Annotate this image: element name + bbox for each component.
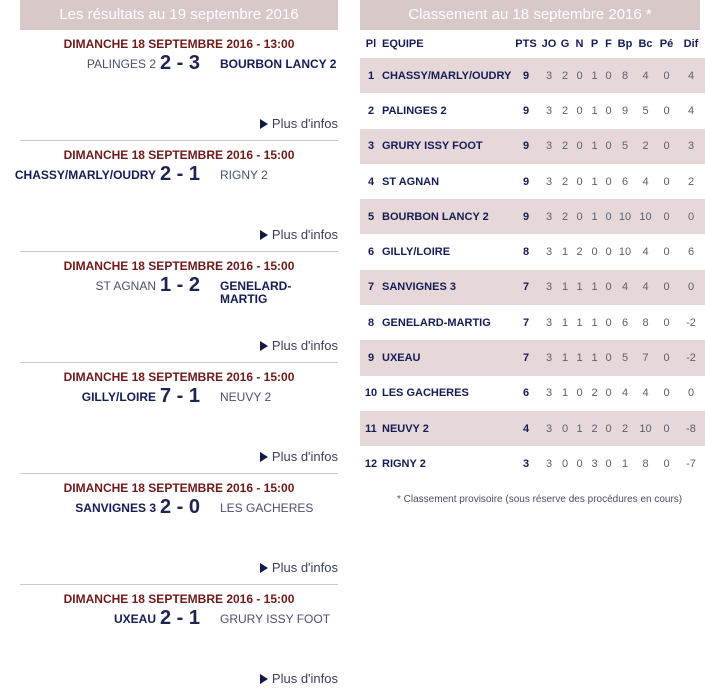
stat-cell: 7 — [360, 270, 382, 305]
standings-row — [360, 305, 705, 340]
stat-cell: 0 — [605, 175, 612, 188]
stat-cell: 9 — [512, 129, 540, 164]
stat-cell: 2 — [367, 104, 375, 117]
stat-cell: 9 — [621, 104, 629, 117]
match-date: DIMANCHE 18 SEPTEMBRE 2016 - 13:00 — [63, 37, 295, 51]
team-name: GRURY ISSY FOOT — [382, 129, 512, 164]
stat-cell: 2 — [558, 58, 572, 93]
match-date: DIMANCHE 18 SEPTEMBRE 2016 - 15:00 — [63, 592, 295, 606]
column-header: Pl — [365, 38, 377, 50]
stat-cell: 0 — [687, 387, 695, 400]
match-block — [20, 252, 338, 363]
more-info-link[interactable] — [260, 449, 338, 464]
stat-cell: 0 — [602, 411, 615, 446]
stat-cell: 4 — [642, 175, 649, 188]
team-name: BOURBON LANCY 2 — [382, 199, 512, 234]
standings-panel — [360, 0, 700, 662]
stat-cell: 0 — [656, 58, 677, 93]
more-info-link[interactable] — [260, 671, 338, 686]
team-name: GILLY/LOIRE — [382, 246, 451, 259]
team-name: PALINGES 2 — [382, 104, 447, 117]
stat-cell: 1 — [558, 270, 572, 305]
stat-cell: 9 — [522, 175, 530, 188]
match-score: 2 - 1 — [159, 163, 201, 185]
stat-cell: 2 — [635, 129, 656, 164]
stat-cell: 1 — [572, 270, 587, 305]
standings-row — [360, 129, 705, 164]
stat-cell: 0 — [663, 457, 670, 470]
stat-cell: 0 — [602, 270, 615, 305]
stat-cell: 9 — [512, 58, 540, 93]
stat-cell: 5 — [615, 340, 635, 375]
stat-cell: 1 — [561, 246, 569, 259]
stat-cell: 5 — [642, 104, 649, 117]
stat-cell: 0 — [602, 340, 615, 375]
stat-cell: 0 — [558, 411, 572, 446]
stat-cell: 10 — [364, 387, 378, 400]
stat-cell: 6 — [367, 246, 375, 259]
stat-cell: 6 — [621, 175, 629, 188]
stat-cell: 1 — [587, 270, 602, 305]
stat-cell: -2 — [686, 316, 696, 329]
away-team: GRURY ISSY FOOT — [220, 612, 331, 626]
match-block — [20, 363, 338, 474]
stat-cell: 7 — [522, 316, 530, 329]
stat-cell: 10 — [615, 199, 635, 234]
play-arrow-icon — [260, 341, 268, 351]
standings-row — [360, 376, 705, 411]
more-info-link[interactable] — [260, 338, 338, 353]
stat-cell: 0 — [561, 457, 569, 470]
match-date: DIMANCHE 18 SEPTEMBRE 2016 - 15:00 — [63, 481, 295, 495]
stat-cell: 2 — [591, 387, 598, 400]
stat-cell: 3 — [545, 387, 553, 400]
stat-cell: 2 — [615, 411, 635, 446]
column-header: G — [560, 38, 570, 50]
stat-cell: 5 — [615, 129, 635, 164]
stat-cell: 0 — [663, 175, 670, 188]
stat-cell: 10 — [635, 411, 656, 446]
team-name: SANVIGNES 3 — [382, 270, 512, 305]
stat-cell: -8 — [677, 411, 705, 446]
stat-cell: 4 — [687, 104, 695, 117]
results-header: Les résultats au 19 septembre 2016 — [20, 0, 338, 30]
match-score: 2 - 0 — [159, 496, 201, 518]
stat-cell: 1 — [621, 457, 629, 470]
stat-cell: 7 — [512, 270, 540, 305]
standings-header: Classement au 18 septembre 2016 * — [360, 0, 700, 30]
stat-cell: 3 — [591, 457, 598, 470]
more-info-label: Plus d'infos — [271, 671, 338, 686]
stat-cell: 3 — [545, 175, 553, 188]
match-score: 2 - 3 — [159, 52, 201, 74]
match-score: 7 - 1 — [159, 385, 201, 407]
team-name: ST AGNAN — [382, 175, 440, 188]
home-team: CHASSY/MARLY/OUDRY — [14, 168, 156, 182]
stat-cell: -2 — [677, 340, 705, 375]
stat-cell: 0 — [663, 246, 670, 259]
stat-cell: 8 — [522, 246, 530, 259]
stat-cell: 3 — [545, 316, 553, 329]
stat-cell: 4 — [635, 58, 656, 93]
column-header: P — [590, 38, 599, 50]
standings-row — [360, 58, 705, 93]
match-date: DIMANCHE 18 SEPTEMBRE 2016 - 15:00 — [63, 148, 295, 162]
stat-cell: 1 — [576, 316, 583, 329]
stat-cell: 0 — [656, 129, 677, 164]
stat-cell: 3 — [540, 199, 558, 234]
match-score: 2 - 1 — [159, 607, 201, 629]
column-header: Bc — [638, 38, 653, 50]
play-arrow-icon — [260, 563, 268, 573]
column-header: EQUIPE — [382, 38, 424, 50]
more-info-label: Plus d'infos — [271, 560, 338, 575]
stat-cell: 3 — [540, 58, 558, 93]
standings-row — [360, 411, 705, 446]
standings-header-row — [360, 30, 705, 58]
standings-row — [360, 340, 705, 375]
stat-cell: 2 — [561, 175, 569, 188]
column-header: F — [605, 38, 612, 50]
stat-cell: 0 — [656, 270, 677, 305]
stat-cell: 0 — [663, 316, 670, 329]
stat-cell: 1 — [587, 58, 602, 93]
stat-cell: 1 — [561, 316, 569, 329]
stat-cell: 8 — [615, 58, 635, 93]
stat-cell: 2 — [587, 411, 602, 446]
standings-note: * Classement provisoire (sous réserve des procédures en cours) — [397, 494, 683, 505]
stat-cell: 2 — [558, 129, 572, 164]
stat-cell: 7 — [512, 340, 540, 375]
stat-cell: 8 — [642, 457, 649, 470]
stat-cell: 1 — [572, 411, 587, 446]
more-info-link[interactable] — [260, 116, 338, 131]
more-info-label: Plus d'infos — [271, 227, 338, 242]
stat-cell: 3 — [545, 457, 553, 470]
stat-cell: 0 — [576, 104, 583, 117]
away-team: LES GACHERES — [220, 501, 314, 515]
play-arrow-icon — [260, 230, 268, 240]
stat-cell: 4 — [642, 246, 649, 259]
away-team: NEUVY 2 — [220, 390, 272, 404]
stat-cell: 4 — [677, 58, 705, 93]
home-team: UXEAU — [113, 612, 156, 626]
stat-cell: 1 — [591, 316, 598, 329]
team-name: GENELARD-MARTIG — [382, 316, 491, 329]
standings-row — [360, 270, 705, 305]
match-date: DIMANCHE 18 SEPTEMBRE 2016 - 15:00 — [63, 370, 295, 384]
stat-cell: 10 — [635, 199, 656, 234]
home-team: GILLY/LOIRE — [81, 390, 156, 404]
stat-cell: 0 — [663, 104, 670, 117]
team-name: CHASSY/MARLY/OUDRY — [382, 58, 512, 93]
stat-cell: 0 — [572, 129, 587, 164]
match-list — [14, 30, 338, 696]
home-team: ST AGNAN — [95, 279, 156, 293]
stat-cell: 0 — [602, 199, 615, 234]
match-block — [20, 30, 338, 141]
stat-cell: 9 — [522, 104, 530, 117]
column-header: PTS — [515, 38, 537, 50]
standings-row — [360, 446, 705, 481]
stat-cell: 3 — [540, 270, 558, 305]
stat-cell: 0 — [576, 387, 583, 400]
stat-cell: 12 — [364, 457, 378, 470]
stat-cell: 4 — [642, 387, 649, 400]
more-info-label: Plus d'infos — [271, 338, 338, 353]
stat-cell: 9 — [360, 340, 382, 375]
stat-cell: 6 — [687, 246, 695, 259]
stat-cell: 10 — [618, 246, 632, 259]
stat-cell: 4 — [635, 270, 656, 305]
match-block — [20, 585, 338, 696]
home-team: PALINGES 2 — [86, 57, 156, 71]
team-name: LES GACHERES — [382, 387, 469, 400]
stat-cell: 9 — [512, 199, 540, 234]
more-info-link[interactable] — [260, 227, 338, 242]
stat-cell: 0 — [656, 411, 677, 446]
stat-cell: 0 — [677, 199, 705, 234]
standings-row — [360, 164, 705, 199]
match-score: 1 - 2 — [159, 274, 201, 296]
stat-cell: 0 — [602, 129, 615, 164]
stat-cell: 0 — [605, 104, 612, 117]
stat-cell: 1 — [360, 58, 382, 93]
stat-cell: 0 — [602, 58, 615, 93]
stat-cell: 4 — [367, 175, 375, 188]
stat-cell: 3 — [540, 129, 558, 164]
home-team: SANVIGNES 3 — [75, 501, 156, 515]
stat-cell: 1 — [587, 199, 602, 234]
stat-cell: 3 — [540, 340, 558, 375]
column-header: N — [575, 38, 584, 50]
stat-cell: 3 — [545, 104, 553, 117]
stat-cell: 0 — [656, 199, 677, 234]
stat-cell: 7 — [635, 340, 656, 375]
stat-cell: 4 — [621, 387, 629, 400]
stat-cell: 1 — [591, 104, 598, 117]
team-name: NEUVY 2 — [382, 411, 512, 446]
match-block — [14, 141, 338, 252]
stat-cell: 0 — [572, 58, 587, 93]
stat-cell: 0 — [605, 316, 612, 329]
team-name: UXEAU — [382, 340, 512, 375]
stat-cell: 0 — [656, 340, 677, 375]
away-team: RIGNY 2 — [220, 168, 268, 182]
stat-cell: -7 — [686, 457, 696, 470]
more-info-label: Plus d'infos — [271, 116, 338, 131]
stat-cell: 2 — [561, 104, 569, 117]
stat-cell: 4 — [615, 270, 635, 305]
stat-cell: 1 — [587, 340, 602, 375]
stat-cell: 1 — [572, 340, 587, 375]
stat-cell: 8 — [642, 316, 649, 329]
standings-row — [360, 234, 705, 269]
stat-cell: 1 — [558, 340, 572, 375]
results-panel — [14, 0, 338, 686]
stat-cell: 3 — [360, 129, 382, 164]
away-team: GENELARD-MARTIG — [220, 279, 292, 306]
play-arrow-icon — [260, 674, 268, 684]
stat-cell: 3 — [545, 246, 553, 259]
column-header: JO — [541, 38, 557, 50]
stat-cell: 1 — [587, 129, 602, 164]
column-header: Bp — [617, 38, 633, 50]
stat-cell: 6 — [621, 316, 629, 329]
standings-row — [360, 93, 705, 128]
more-info-link[interactable] — [260, 560, 338, 575]
stat-cell: 1 — [561, 387, 569, 400]
stat-cell: 3 — [522, 457, 530, 470]
stat-cell: 0 — [605, 246, 612, 259]
stat-cell: 1 — [591, 175, 598, 188]
stat-cell: 3 — [677, 129, 705, 164]
stat-cell: 5 — [360, 199, 382, 234]
column-header: Dif — [683, 38, 699, 50]
stat-cell: 0 — [576, 175, 583, 188]
stat-cell: 2 — [687, 175, 695, 188]
column-header: Pé — [659, 38, 674, 50]
team-name: RIGNY 2 — [382, 457, 426, 470]
stat-cell: 11 — [360, 411, 382, 446]
stat-cell: 0 — [663, 387, 670, 400]
away-team: BOURBON LANCY 2 — [220, 57, 337, 71]
stat-cell: 8 — [367, 316, 375, 329]
play-arrow-icon — [260, 119, 268, 129]
stat-cell: 0 — [591, 246, 598, 259]
stat-cell: 3 — [540, 411, 558, 446]
stat-cell: 2 — [576, 246, 583, 259]
match-block — [20, 474, 338, 585]
play-arrow-icon — [260, 452, 268, 462]
standings-row — [360, 199, 705, 234]
stat-cell: 0 — [576, 457, 583, 470]
standings-table — [360, 30, 705, 482]
stat-cell: 6 — [522, 387, 530, 400]
match-date: DIMANCHE 18 SEPTEMBRE 2016 - 15:00 — [63, 259, 295, 273]
more-info-label: Plus d'infos — [271, 449, 338, 464]
stat-cell: 0 — [605, 457, 612, 470]
stat-cell: 2 — [558, 199, 572, 234]
stat-cell: 0 — [605, 387, 612, 400]
stat-cell: 0 — [572, 199, 587, 234]
stat-cell: 4 — [512, 411, 540, 446]
stat-cell: 0 — [677, 270, 705, 305]
